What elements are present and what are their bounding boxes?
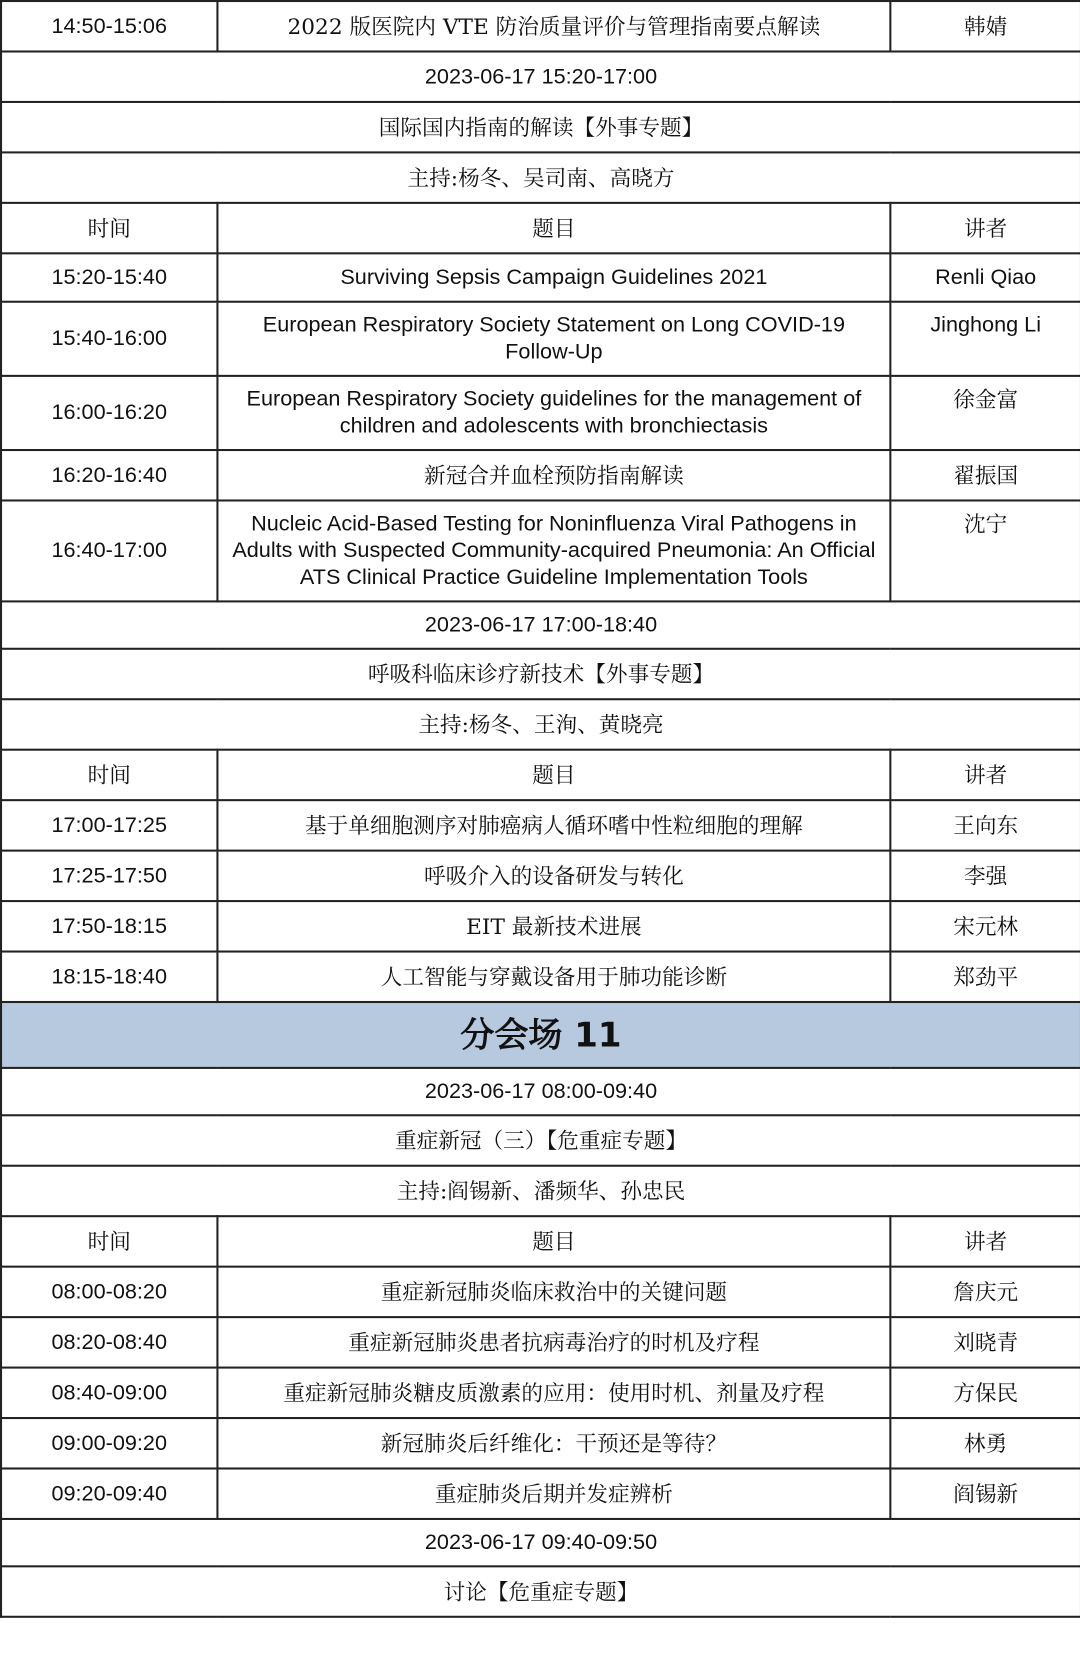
topic-cell: 重症新冠肺炎临床救治中的关键问题 — [217, 1267, 890, 1317]
session-chairs-row — [1, 699, 1080, 749]
table-row — [1, 1267, 1080, 1317]
header-time: 时间 — [1, 203, 217, 253]
time-cell: 09:00-09:20 — [1, 1418, 217, 1468]
table-row — [1, 500, 1080, 601]
table-row — [1, 376, 1080, 450]
time-cell: 16:00-16:20 — [1, 376, 217, 450]
header-time: 时间 — [1, 1216, 217, 1266]
speaker-cell: 刘晓青 — [890, 1317, 1080, 1367]
table-row — [1, 901, 1080, 951]
speaker-cell: 阎锡新 — [890, 1468, 1080, 1518]
session-time: 2023-06-17 08:00-09:40 — [1, 1068, 1080, 1115]
speaker-cell: 韩婧 — [890, 1, 1080, 51]
topic-cell: 新冠肺炎后纤维化：干预还是等待？ — [217, 1418, 890, 1468]
speaker-cell: 詹庆元 — [890, 1267, 1080, 1317]
speaker-cell: 李强 — [890, 851, 1080, 901]
topic-cell: European Respiratory Society Statement on Long COVID-19 Follow-Up — [217, 302, 890, 376]
header-topic: 题目 — [217, 203, 890, 253]
time-cell: 15:20-15:40 — [1, 253, 217, 301]
time-cell: 17:50-18:15 — [1, 901, 217, 951]
session-title: 讨论【危重症专题】 — [1, 1566, 1080, 1616]
session-chairs: 主持:阎锡新、潘频华、孙忠民 — [1, 1166, 1080, 1216]
header-row — [1, 750, 1080, 800]
time-cell: 17:00-17:25 — [1, 800, 217, 850]
header-topic: 题目 — [217, 1216, 890, 1266]
table-row — [1, 952, 1080, 1002]
session-chairs-row — [1, 152, 1080, 202]
speaker-cell: 翟振国 — [890, 450, 1080, 500]
topic-cell: Nucleic Acid-Based Testing for Noninfluenza Viral Pathogens in Adults with Suspected Community-acquired Pneumonia: An Official ATS Clinical Practice Guideline Implementation Tools — [217, 500, 890, 601]
topic-cell: 重症肺炎后期并发症辨析 — [217, 1468, 890, 1518]
time-cell: 08:20-08:40 — [1, 1317, 217, 1367]
session-time-row — [1, 601, 1080, 648]
time-cell: 18:15-18:40 — [1, 952, 217, 1002]
table-row — [1, 1317, 1080, 1367]
header-speaker: 讲者 — [890, 750, 1080, 800]
table-row — [1, 800, 1080, 850]
time-cell: 15:40-16:00 — [1, 302, 217, 376]
table-row — [1, 253, 1080, 301]
session-chairs-row — [1, 1166, 1080, 1216]
speaker-cell: 宋元林 — [890, 901, 1080, 951]
table-row — [1, 851, 1080, 901]
session-title-row — [1, 1566, 1080, 1616]
session-time-row — [1, 51, 1080, 101]
header-speaker: 讲者 — [890, 203, 1080, 253]
time-cell: 08:00-08:20 — [1, 1267, 217, 1317]
session-time: 2023-06-17 09:40-09:50 — [1, 1519, 1080, 1566]
table-row — [1, 1418, 1080, 1468]
speaker-cell: 林勇 — [890, 1418, 1080, 1468]
speaker-cell: Renli Qiao — [890, 253, 1080, 301]
session-time: 2023-06-17 17:00-18:40 — [1, 601, 1080, 648]
time-cell: 08:40-09:00 — [1, 1368, 217, 1418]
table-row — [1, 450, 1080, 500]
session-title: 国际国内指南的解读【外事专题】 — [1, 102, 1080, 152]
table-row — [1, 1, 1080, 51]
table-row — [1, 302, 1080, 376]
topic-cell: EIT 最新技术进展 — [217, 901, 890, 951]
header-speaker: 讲者 — [890, 1216, 1080, 1266]
time-cell: 14:50-15:06 — [1, 1, 217, 51]
session-title: 重症新冠（三）【危重症专题】 — [1, 1115, 1080, 1165]
session-time-row — [1, 1519, 1080, 1566]
topic-cell: 重症新冠肺炎糖皮质激素的应用：使用时机、剂量及疗程 — [217, 1368, 890, 1418]
session-time-row — [1, 1068, 1080, 1115]
topic-cell: 人工智能与穿戴设备用于肺功能诊断 — [217, 952, 890, 1002]
session-title-row — [1, 102, 1080, 152]
time-cell: 09:20-09:40 — [1, 1468, 217, 1518]
venue-title: 分会场 11 — [1, 1002, 1080, 1068]
topic-cell: 基于单细胞测序对肺癌病人循环嗜中性粒细胞的理解 — [217, 800, 890, 850]
session-title-row — [1, 649, 1080, 699]
venue-row — [1, 1002, 1080, 1068]
header-row — [1, 203, 1080, 253]
header-topic: 题目 — [217, 750, 890, 800]
topic-cell: 2022 版医院内 VTE 防治质量评价与管理指南要点解读 — [217, 1, 890, 51]
session-chairs: 主持:杨冬、王洵、黄晓亮 — [1, 699, 1080, 749]
topic-cell: 呼吸介入的设备研发与转化 — [217, 851, 890, 901]
topic-cell: 重症新冠肺炎患者抗病毒治疗的时机及疗程 — [217, 1317, 890, 1367]
table-row — [1, 1468, 1080, 1518]
session-title-row — [1, 1115, 1080, 1165]
table-row — [1, 1368, 1080, 1418]
header-row — [1, 1216, 1080, 1266]
session-title: 呼吸科临床诊疗新技术【外事专题】 — [1, 649, 1080, 699]
speaker-cell: 徐金富 — [890, 376, 1080, 450]
speaker-cell: 王向东 — [890, 800, 1080, 850]
speaker-cell: 方保民 — [890, 1368, 1080, 1418]
speaker-cell: Jinghong Li — [890, 302, 1080, 376]
time-cell: 16:40-17:00 — [1, 500, 217, 601]
time-cell: 17:25-17:50 — [1, 851, 217, 901]
topic-cell: Surviving Sepsis Campaign Guidelines 2021 — [217, 253, 890, 301]
speaker-cell: 沈宁 — [890, 500, 1080, 601]
session-chairs: 主持:杨冬、吴司南、高晓方 — [1, 152, 1080, 202]
session-time: 2023-06-17 15:20-17:00 — [1, 51, 1080, 101]
topic-cell: European Respiratory Society guidelines for the management of children and adolescents with bronchiectasis — [217, 376, 890, 450]
topic-cell: 新冠合并血栓预防指南解读 — [217, 450, 890, 500]
speaker-cell: 郑劲平 — [890, 952, 1080, 1002]
header-time: 时间 — [1, 750, 217, 800]
time-cell: 16:20-16:40 — [1, 450, 217, 500]
